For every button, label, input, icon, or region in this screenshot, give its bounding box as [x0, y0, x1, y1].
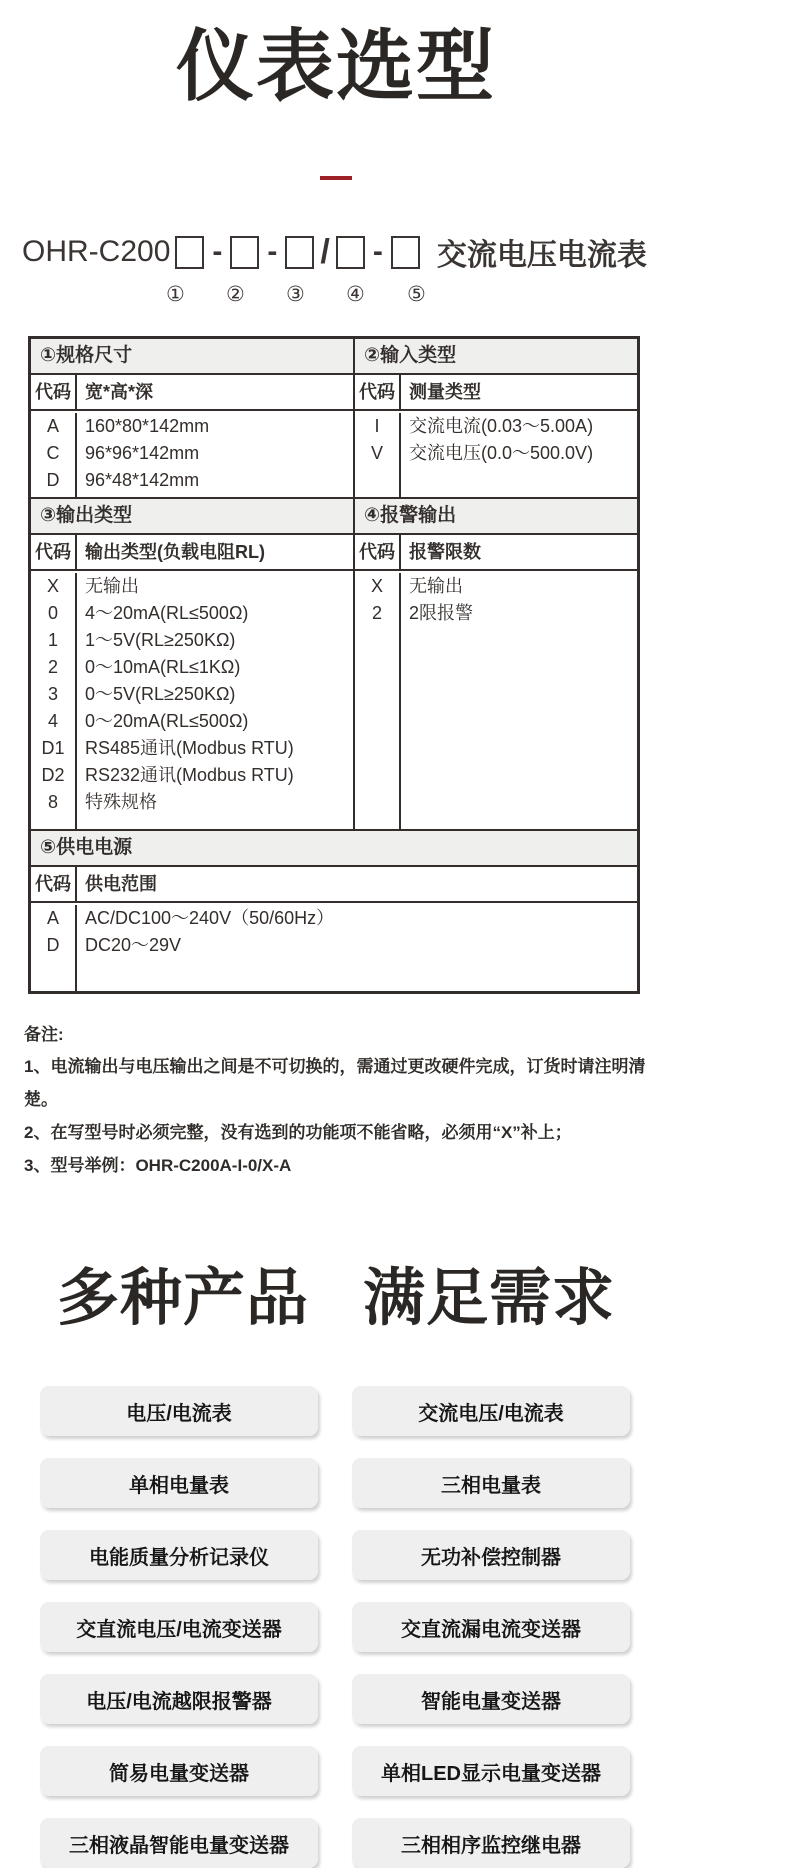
value-cell: 1～5V(RL≥250KΩ)	[85, 630, 236, 650]
code-cell: 8	[47, 792, 58, 812]
code-header: 代码	[31, 375, 77, 409]
section-subheader	[31, 535, 353, 571]
value-column	[401, 413, 637, 497]
section-body	[355, 411, 637, 497]
page-title: 仪表选型	[175, 22, 496, 110]
selection-table	[28, 336, 640, 994]
value-cell: 160*80*142mm	[85, 416, 210, 436]
section-title: ①规格尺寸	[31, 339, 353, 375]
section-spec-size	[31, 339, 355, 497]
product-button[interactable]: 交流电压/电流表	[352, 1386, 630, 1436]
value-cell: 交流电压(0.0～500.0V)	[409, 443, 594, 463]
products-heading	[16, 1262, 656, 1336]
model-code-box-3	[285, 236, 314, 269]
model-code-box-4	[336, 236, 365, 269]
code-header: 代码	[355, 535, 401, 569]
model-separator-slash: /	[320, 232, 330, 271]
page-content	[16, 20, 656, 1868]
code-cell: X	[46, 576, 59, 596]
model-separator: -	[212, 235, 223, 268]
code-cell: C	[46, 443, 60, 463]
position-marker-row	[16, 282, 656, 308]
section-body	[355, 571, 637, 829]
value-cell: RS485通讯(Modbus RTU)	[85, 738, 294, 758]
section-title: ⑤供电电源	[31, 831, 637, 867]
value-cell: 无输出	[85, 576, 139, 596]
code-cell: D2	[41, 765, 65, 785]
section-power-supply	[31, 829, 637, 991]
value-column	[77, 573, 353, 829]
position-marker-4: ④	[346, 283, 365, 306]
section-body	[31, 571, 353, 829]
model-separator: -	[372, 235, 383, 268]
section-output-type	[31, 499, 355, 829]
code-column	[31, 905, 77, 991]
value-column	[77, 905, 637, 991]
section-input-type	[355, 339, 637, 497]
value-column	[77, 413, 353, 497]
code-header: 代码	[31, 867, 77, 901]
product-button[interactable]: 电能质量分析记录仪	[40, 1530, 318, 1580]
model-product-name: 交流电压电流表	[436, 239, 647, 272]
product-button[interactable]: 三相相序监控继电器	[352, 1818, 630, 1868]
value-cell: 2限报警	[409, 603, 474, 623]
value-header: 测量类型	[409, 382, 481, 402]
model-code-box-2	[230, 236, 259, 269]
code-header: 代码	[31, 535, 77, 569]
code-cell: D	[46, 470, 60, 490]
section-title: ③输出类型	[31, 499, 353, 535]
model-code-box-1	[175, 236, 204, 269]
model-prefix: OHR-C200	[22, 235, 171, 268]
product-button[interactable]: 单相电量表	[40, 1458, 318, 1508]
value-cell: 0～10mA(RL≤1KΩ)	[85, 657, 241, 677]
value-header: 输出类型(负载电阻RL)	[85, 542, 265, 562]
value-cell: 0～20mA(RL≤500Ω)	[85, 711, 249, 731]
section-subheader	[355, 535, 637, 571]
section-subheader	[355, 375, 637, 411]
code-cell: 3	[47, 684, 58, 704]
product-button[interactable]: 无功补偿控制器	[352, 1530, 630, 1580]
product-button[interactable]: 电压/电流表	[40, 1386, 318, 1436]
section-body	[31, 903, 637, 991]
code-cell: 4	[47, 711, 58, 731]
value-cell: 0～5V(RL≥250KΩ)	[85, 684, 236, 704]
product-button[interactable]: 交直流漏电流变送器	[352, 1602, 630, 1652]
code-cell: A	[46, 908, 59, 928]
table-row-sections-1-2	[31, 339, 637, 497]
accent-dash	[320, 176, 352, 180]
code-cell: D1	[41, 738, 65, 758]
products-heading-left: 多种产品	[56, 1264, 309, 1333]
product-button[interactable]: 三相电量表	[352, 1458, 630, 1508]
code-cell: I	[374, 416, 380, 436]
code-header: 代码	[355, 375, 401, 409]
value-cell: AC/DC100～240V（50/60Hz）	[85, 908, 335, 928]
model-code-line	[16, 230, 656, 274]
code-cell: 1	[47, 630, 58, 650]
products-grid	[40, 1386, 630, 1868]
value-header: 报警限数	[409, 542, 481, 562]
table-row-sections-3-4	[31, 497, 637, 829]
note-item-3: 3、型号举例：OHR-C200A-I-0/X-A	[24, 1156, 292, 1175]
code-cell: 2	[371, 603, 382, 623]
value-cell: 交流电流(0.03～5.00A)	[409, 416, 594, 436]
value-cell: 特殊规格	[85, 792, 157, 812]
code-column	[31, 573, 77, 829]
section-subheader	[31, 867, 637, 903]
position-marker-2: ②	[226, 283, 245, 306]
code-cell: V	[370, 443, 383, 463]
products-left-column	[40, 1386, 318, 1868]
model-separator: -	[267, 235, 278, 268]
code-cell: A	[46, 416, 59, 436]
value-cell: 96*96*142mm	[85, 443, 200, 463]
value-cell: 无输出	[409, 576, 463, 596]
product-button[interactable]: 简易电量变送器	[40, 1746, 318, 1796]
code-cell: 2	[47, 657, 58, 677]
note-item-2: 2、在写型号时必须完整，没有选到的功能项不能省略，必须用“X”补上；	[24, 1123, 572, 1142]
position-marker-3: ③	[286, 283, 305, 306]
value-header: 宽*高*深	[85, 382, 154, 402]
notes-label: 备注:	[24, 1025, 64, 1044]
products-right-column	[352, 1386, 630, 1868]
product-button[interactable]: 单相LED显示电量变送器	[352, 1746, 630, 1796]
code-column	[355, 413, 401, 497]
code-column	[31, 413, 77, 497]
product-button[interactable]: 三相液晶智能电量变送器	[40, 1818, 318, 1868]
products-heading-right: 满足需求	[363, 1264, 616, 1333]
value-column	[401, 573, 637, 829]
product-button[interactable]: 智能电量变送器	[352, 1674, 630, 1724]
position-marker-1: ①	[166, 283, 185, 306]
section-alarm-output	[355, 499, 637, 829]
notes-section	[24, 1020, 656, 1182]
code-cell: D	[46, 935, 60, 955]
section-title: ④报警输出	[355, 499, 637, 535]
value-cell: 96*48*142mm	[85, 470, 200, 490]
value-cell: 4～20mA(RL≤500Ω)	[85, 603, 249, 623]
code-cell: X	[370, 576, 383, 596]
value-cell: DC20～29V	[85, 935, 182, 955]
model-code-box-5	[391, 236, 420, 269]
section-body	[31, 411, 353, 497]
note-item-1: 1、电流输出与电压输出之间是不可切换的，需通过更改硬件完成，订货时请注明清楚。	[24, 1057, 646, 1109]
code-column	[355, 573, 401, 829]
section-title: ②输入类型	[355, 339, 637, 375]
product-button[interactable]: 电压/电流越限报警器	[40, 1674, 318, 1724]
section-subheader	[31, 375, 353, 411]
value-header: 供电范围	[85, 874, 157, 894]
product-button[interactable]: 交直流电压/电流变送器	[40, 1602, 318, 1652]
value-cell: RS232通讯(Modbus RTU)	[85, 765, 294, 785]
position-marker-5: ⑤	[407, 283, 426, 306]
code-cell: 0	[47, 603, 58, 623]
